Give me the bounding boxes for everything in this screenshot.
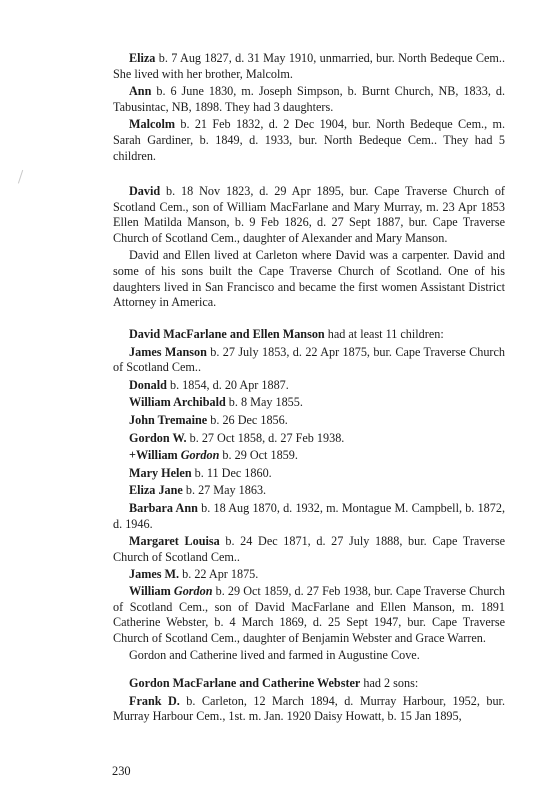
entry-name: James M. xyxy=(129,567,180,582)
child-entry xyxy=(113,378,505,394)
child-entry xyxy=(113,501,505,532)
entry-name: Gordon W. xyxy=(129,430,187,445)
entry-text: b. 6 June 1830, m. Joseph Simpson, b. Burnt Church, NB, 1833, d. Tabusintac, NB, 1898. They had 3 daughters. xyxy=(113,84,505,114)
entry-name: James Manson xyxy=(129,344,207,359)
entry-text: had 2 sons: xyxy=(360,675,419,690)
entry-name: John Tremaine xyxy=(129,412,208,427)
entry-name: Eliza xyxy=(129,51,156,65)
entry-name: Eliza Jane xyxy=(129,483,183,498)
entry-name: William xyxy=(129,584,174,598)
child-entry xyxy=(113,534,505,565)
children-heading xyxy=(113,676,505,692)
child-entry xyxy=(113,413,505,429)
entry-name: Mary Helen xyxy=(129,465,192,480)
entry-william-gordon xyxy=(113,584,505,646)
entry-name: Donald xyxy=(129,377,167,392)
entry-text: b. 27 May 1863. xyxy=(182,483,267,498)
page-number: 230 xyxy=(112,764,131,778)
children-heading xyxy=(113,327,505,343)
child-entry xyxy=(113,483,505,499)
entry-text: b. 27 July 1853, d. 22 Apr 1875, bur. Cape Traverse Church of Scotland Cem.. xyxy=(113,344,505,375)
entry-text: b. 21 Feb 1832, d. 2 Dec 1904, bur. North Bedeque Cem., m. Sarah Gardiner, b. 1849, d. 1933, bur. North Bedeque Cem.. They had 5 children. xyxy=(113,117,505,163)
entry-david-notes xyxy=(113,248,505,310)
child-entry xyxy=(113,448,505,464)
child-entry xyxy=(113,345,505,376)
entry-name-italic: Gordon xyxy=(173,584,213,598)
entry-text: b. 24 Dec 1871, d. 27 July 1888, bur. Cape Traverse Church of Scotland Cem.. xyxy=(113,534,505,564)
entry-text: b. 8 May 1855. xyxy=(225,395,303,410)
entry-name: David xyxy=(129,184,161,198)
entry-text: David and Ellen lived at Carleton where David was a carpenter. David and some of his sons built the Cape Traverse Church of Scotland. One of his daughters lived in San Francisco and became the first women Assistant District Attorney in America. xyxy=(113,248,505,310)
child-entry xyxy=(113,431,505,447)
entry-name: Frank D. xyxy=(129,693,180,708)
family-block-3 xyxy=(113,327,505,585)
family-block-2 xyxy=(113,184,505,313)
entry-gordon-notes xyxy=(113,648,505,664)
entry-text: b. 29 Oct 1859, d. 27 Feb 1938, bur. Cape Traverse Church of Scotland Cem., son of David MacFarlane and Ellen Manson, m. 1891 Catherine Webster, b. 4 March 1869, d. 25 Sept 1947, bur. Cape Traverse Church of Scotland Cem., daughter of Benjamin Webster and Grace Warren. xyxy=(113,584,505,645)
margin-mark xyxy=(18,170,25,184)
entry-text: b. 7 Aug 1827, d. 31 May 1910, unmarried, bur. North Bedeque Cem.. She lived with her brother, Malcolm. xyxy=(113,51,505,81)
entry-name: William Archibald xyxy=(129,395,226,410)
entry-david xyxy=(113,184,505,246)
entry-text: b. 27 Oct 1858, d. 27 Feb 1938. xyxy=(186,430,345,445)
entry-name: Gordon MacFarlane and Catherine Webster xyxy=(129,675,361,690)
entry-name: +William xyxy=(129,448,181,463)
entry-eliza xyxy=(113,51,505,82)
entry-text: b. 18 Aug 1870, d. 1932, m. Montague M. Campbell, b. 1872, d. 1946. xyxy=(113,500,505,531)
entry-name: David MacFarlane and Ellen Manson xyxy=(129,327,325,341)
entry-text: Gordon and Catherine lived and farmed in Augustine Cove. xyxy=(129,648,420,663)
family-block-1 xyxy=(113,51,505,166)
child-entry xyxy=(113,466,505,482)
family-block-4 xyxy=(113,584,505,727)
entry-text: b. 26 Dec 1856. xyxy=(207,412,288,427)
entry-text: b. 29 Oct 1859. xyxy=(219,448,298,463)
entry-name: Malcolm xyxy=(129,117,176,132)
entry-text: b. 1854, d. 20 Apr 1887. xyxy=(166,377,289,392)
child-entry xyxy=(113,395,505,411)
entry-text: b. 11 Dec 1860. xyxy=(191,465,272,480)
entry-name: Ann xyxy=(129,84,152,99)
entry-text: b. 22 Apr 1875. xyxy=(179,567,259,582)
entry-text: b. 18 Nov 1823, d. 29 Apr 1895, bur. Cape Traverse Church of Scotland Cem., son of William MacFarlane and Mary Murray, m. 23 Apr 1853 Ellen Matilda Manson, b. 9 Feb 1826, d. 27 Sept 1887, bur. Cape Traverse Church of Scotland Cem., daughter of Alexander and Mary Manson. xyxy=(113,184,505,245)
entry-malcolm xyxy=(113,117,505,164)
child-entry xyxy=(113,694,505,725)
entry-ann xyxy=(113,84,505,115)
entry-name: Barbara Ann xyxy=(129,500,198,515)
entry-name: Margaret Louisa xyxy=(129,534,220,549)
entry-name-italic: Gordon xyxy=(180,448,220,463)
child-entry xyxy=(113,567,505,583)
entry-text: b. Carleton, 12 March 1894, d. Murray Harbour, 1952, bur. Murray Harbour Cem., 1st. m. Jan. 1920 Daisy Howatt, b. 15 Jan 1895, xyxy=(113,693,505,724)
entry-text: had at least 11 children: xyxy=(324,327,444,341)
